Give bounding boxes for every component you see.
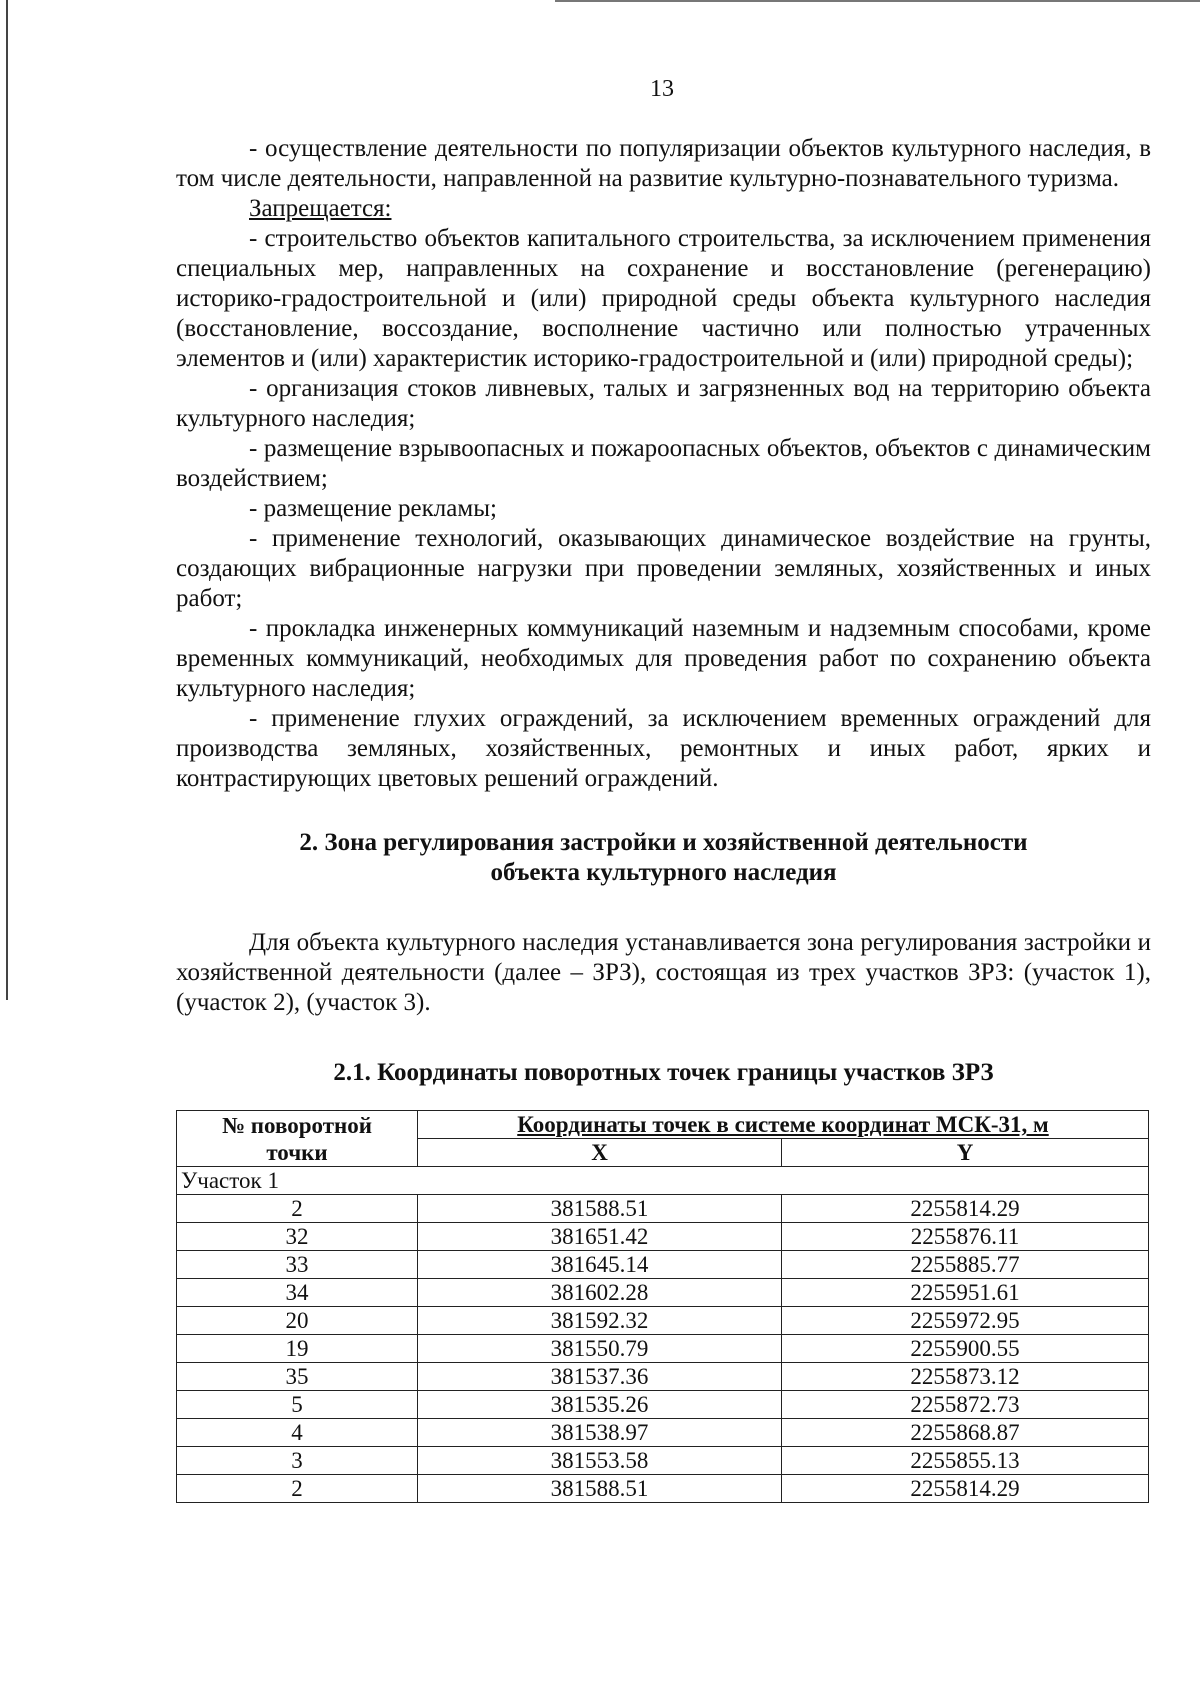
prohibited-heading-wrap [176, 194, 1151, 224]
cell-num: 32 [177, 1223, 418, 1251]
prohibited-item: - размещение взрывоопасных и пожароопасных объектов, объектов с динамическим воздействием; [176, 435, 1151, 492]
cell-num: 3 [177, 1447, 418, 1475]
cell-x: 381537.36 [418, 1363, 782, 1391]
table-row [177, 1251, 1149, 1279]
prohibited-heading: Запрещается: [249, 195, 392, 222]
cell-y: 2255951.61 [782, 1279, 1149, 1307]
cell-y: 2255876.11 [782, 1223, 1149, 1251]
cell-num: 2 [177, 1195, 418, 1223]
document-body [176, 134, 1151, 1503]
table-row [177, 1279, 1149, 1307]
table-row [177, 1195, 1149, 1223]
prohibited-item: - применение глухих ограждений, за исключением временных ограждений для производства земляных, хозяйственных, ремонтных и иных работ, ярких и контрастирующих цветовых решений ограждений. [176, 705, 1151, 792]
cell-num: 20 [177, 1307, 418, 1335]
cell-y: 2255814.29 [782, 1195, 1149, 1223]
paragraph-popularization: - осуществление деятельности по популяризации объектов культурного наследия, в том числе деятельности, направленной на развитие культурно-познавательного туризма. [176, 135, 1151, 192]
header-y: Y [782, 1139, 1149, 1167]
cell-y: 2255814.29 [782, 1475, 1149, 1503]
header-coordinates [418, 1111, 1149, 1139]
cell-x: 381553.58 [418, 1447, 782, 1475]
prohibited-item: - применение технологий, оказывающих динамическое воздействие на грунты, создающих вибрационные нагрузки при проведении земляных, хозяйственных и иных работ; [176, 525, 1151, 612]
cell-num: 5 [177, 1391, 418, 1419]
cell-x: 381588.51 [418, 1195, 782, 1223]
table-row [177, 1447, 1149, 1475]
prohibited-item: - прокладка инженерных коммуникаций наземным и надземным способами, кроме временных коммуникаций, необходимых для проведения работ по сохранению объекта культурного наследия; [176, 615, 1151, 702]
coordinates-table [176, 1110, 1149, 1503]
cell-y: 2255872.73 [782, 1391, 1149, 1419]
cell-y: 2255868.87 [782, 1419, 1149, 1447]
cell-x: 381645.14 [418, 1251, 782, 1279]
cell-num: 2 [177, 1475, 418, 1503]
table-body [177, 1167, 1149, 1503]
header-point-number [177, 1111, 418, 1167]
cell-y: 2255900.55 [782, 1335, 1149, 1363]
cell-num: 33 [177, 1251, 418, 1279]
table-row [177, 1475, 1149, 1503]
cell-y: 2255885.77 [782, 1251, 1149, 1279]
prohibited-item: - организация стоков ливневых, талых и загрязненных вод на территорию объекта культурного наследия; [176, 375, 1151, 432]
cell-num: 4 [177, 1419, 418, 1447]
cell-x: 381588.51 [418, 1475, 782, 1503]
cell-y: 2255873.12 [782, 1363, 1149, 1391]
scan-edge-left [6, 0, 8, 1000]
cell-y: 2255855.13 [782, 1447, 1149, 1475]
cell-x: 381651.42 [418, 1223, 782, 1251]
cell-num: 19 [177, 1335, 418, 1363]
cell-num: 35 [177, 1363, 418, 1391]
table-row [177, 1335, 1149, 1363]
cell-y: 2255972.95 [782, 1307, 1149, 1335]
table-group-row [177, 1167, 1149, 1195]
section-title-line2: объекта культурного наследия [490, 859, 837, 886]
header-x: X [418, 1139, 782, 1167]
table-title: 2.1. Координаты поворотных точек границы участков ЗРЗ [333, 1059, 994, 1086]
cell-x: 381550.79 [418, 1335, 782, 1363]
table-row [177, 1223, 1149, 1251]
cell-x: 381592.32 [418, 1307, 782, 1335]
scan-edge-top [555, 0, 1200, 2]
table-header-row [177, 1111, 1149, 1139]
section-title-line1: 2. Зона регулирования застройки и хозяйственной деятельности [299, 829, 1028, 856]
page-number: 13 [650, 76, 674, 102]
table-row [177, 1307, 1149, 1335]
prohibited-item: - строительство объектов капитального строительства, за исключением применения специальных мер, направленных на сохранение и восстановление (регенерацию) историко-градостроительной и (или) природной среды объекта культурного наследия (восстановление, воссоздание, восполнение частично или полностью утраченных элементов и (или) характеристик историко-градостроительной и (или) природной среды); [176, 225, 1151, 372]
cell-num: 34 [177, 1279, 418, 1307]
header-coordinates-label: Координаты точек в системе координат МСК-31, м [517, 1112, 1049, 1137]
header-point-number-line1: № поворотной [221, 1112, 373, 1138]
section-intro: Для объекта культурного наследия устанавливается зона регулирования застройки и хозяйственной деятельности (далее – ЗРЗ), состоящая из трех участков ЗРЗ: (участок 1), (участок 2), (участок 3). [176, 929, 1151, 1016]
cell-x: 381602.28 [418, 1279, 782, 1307]
table-row [177, 1363, 1149, 1391]
prohibited-item: - размещение рекламы; [249, 495, 497, 522]
header-point-number-line2: точки [266, 1139, 328, 1165]
cell-x: 381535.26 [418, 1391, 782, 1419]
group-label: Участок 1 [177, 1167, 1149, 1195]
cell-x: 381538.97 [418, 1419, 782, 1447]
section-title [176, 828, 1151, 888]
table-row [177, 1419, 1149, 1447]
table-row [177, 1391, 1149, 1419]
